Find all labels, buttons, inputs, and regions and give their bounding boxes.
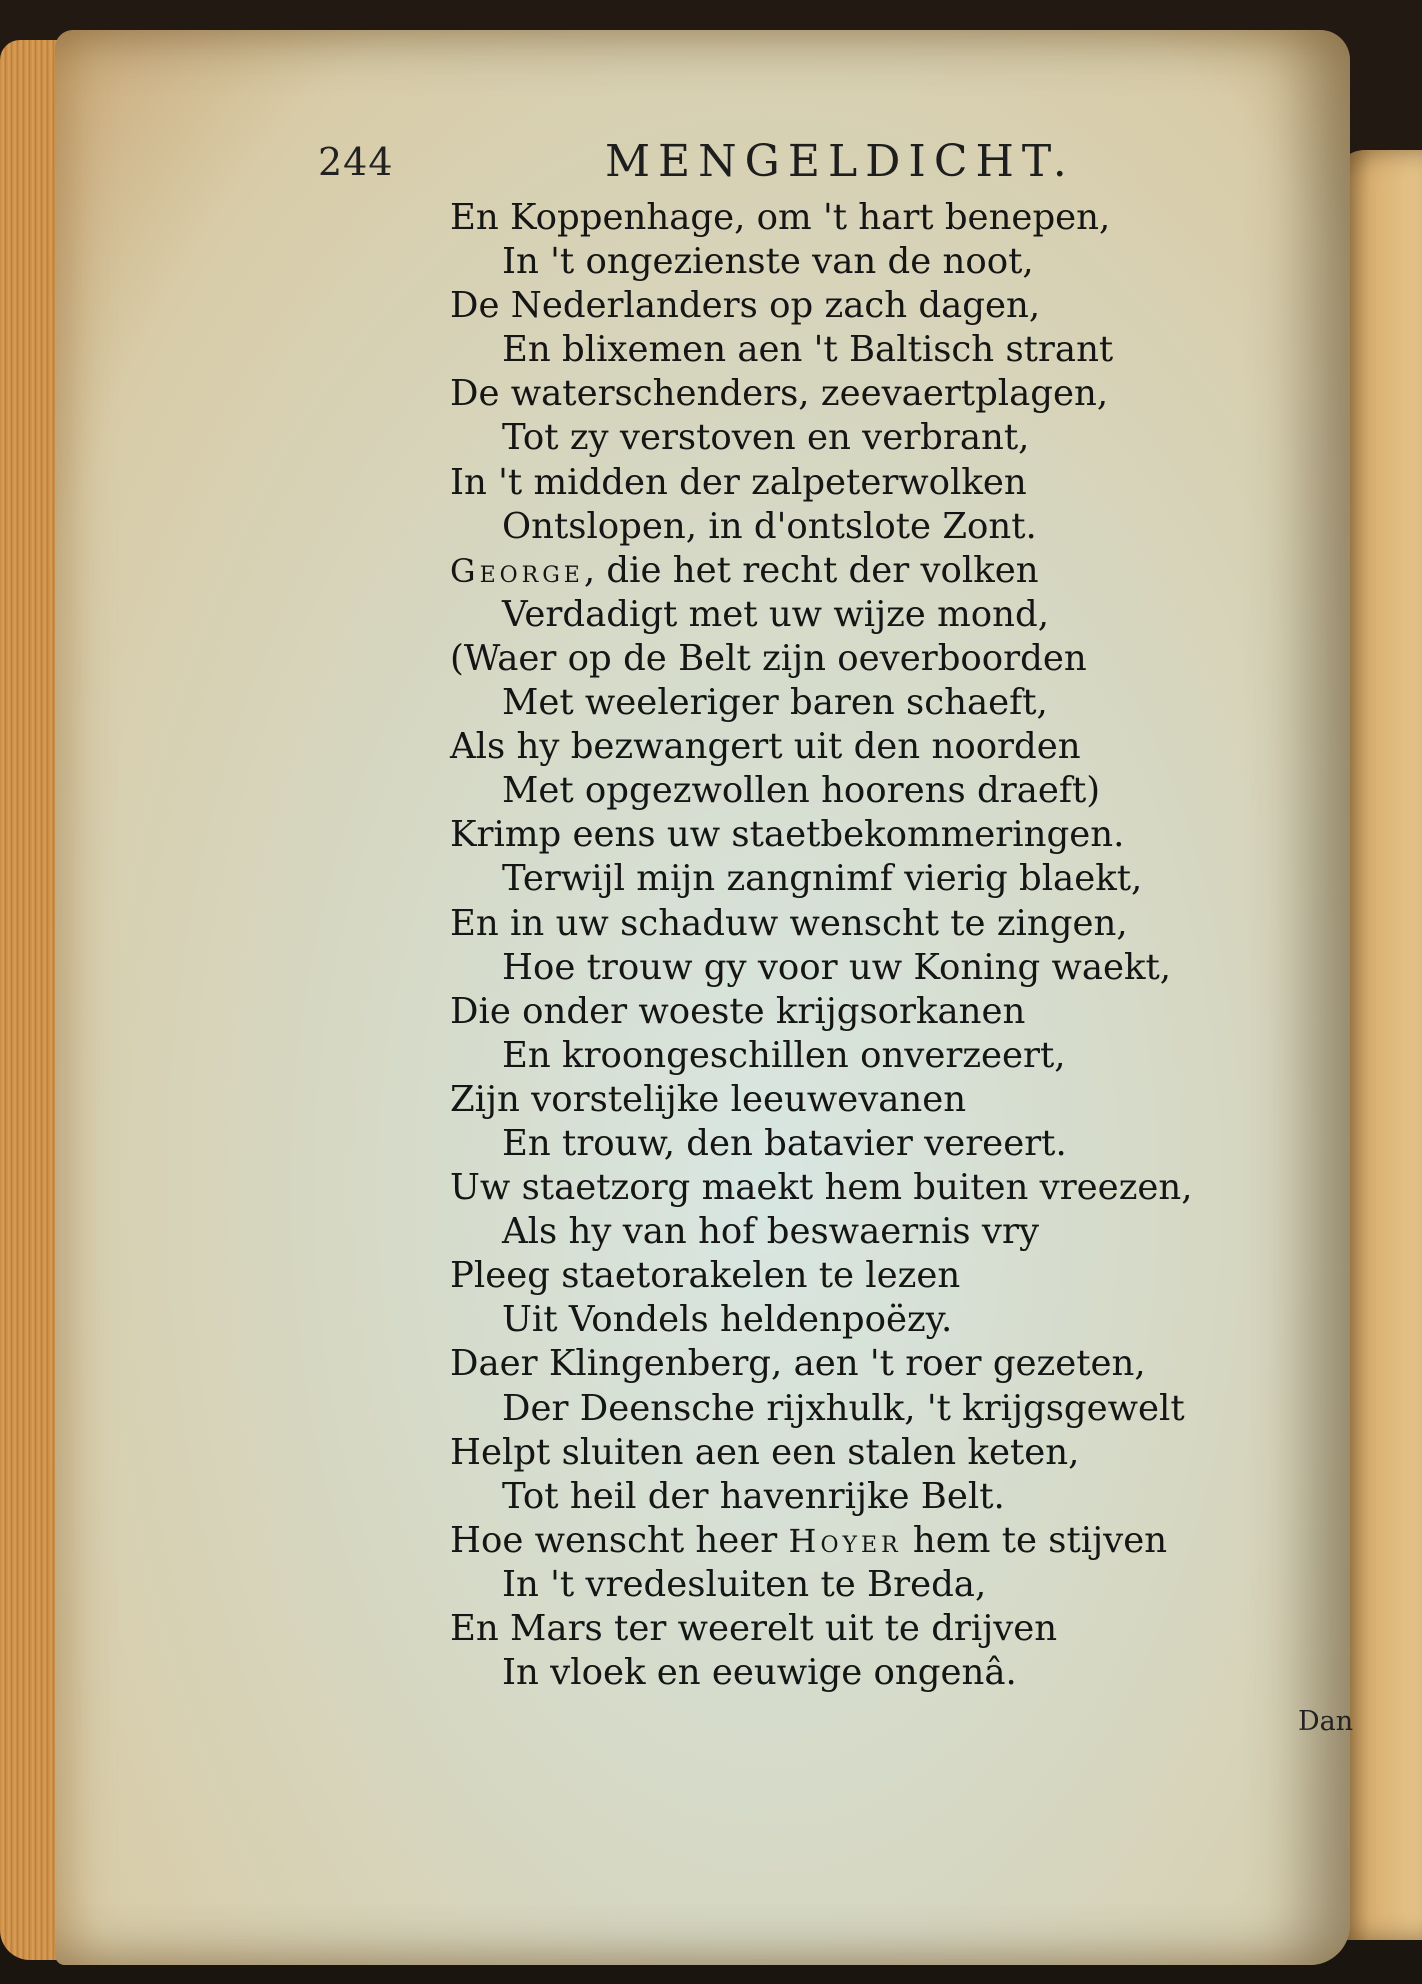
poem-line: In vloek en eeuwige ongenâ.	[502, 1652, 1017, 1694]
line-text: , die het recht der volken	[583, 549, 1039, 591]
poem-line: Met opgezwollen hoorens draeft)	[502, 770, 1101, 812]
poem-line: Met weeleriger baren schaeft,	[502, 682, 1048, 724]
poem-line: (Waer op de Belt zijn oeverboorden	[450, 637, 1087, 679]
poem-line	[450, 549, 1270, 593]
poem-line: En Koppenhage, om 't hart benepen,	[450, 197, 1111, 238]
poem-line: De waterschenders, zeevaertplagen,	[450, 373, 1109, 415]
poem-line: En blixemen aen 't Baltisch strant	[502, 329, 1114, 371]
small-caps-name: George	[450, 551, 584, 590]
poem-body	[450, 196, 1270, 1695]
poem-line: Zijn vorstelijke leeuwevanen	[450, 1078, 967, 1120]
poem-line: Daer Klingenberg, aen 't roer gezeten,	[450, 1343, 1146, 1385]
poem-line: Helpt sluiten aen een stalen keten,	[450, 1431, 1080, 1473]
poem-line: Der Deensche rijxhulk, 't krijgsgewelt	[502, 1387, 1185, 1429]
poem-line: En in uw schaduw wenscht te zingen,	[450, 902, 1128, 944]
poem-line: Terwijl mijn zangnimf vierig blaekt,	[502, 858, 1143, 900]
poem-line: Uw staetzorg maekt hem buiten vreezen,	[450, 1167, 1193, 1209]
poem-line: In 't midden der zalpeterwolken	[450, 461, 1027, 503]
line-text: hem te stijven	[901, 1519, 1168, 1561]
poem-line: Tot zy verstoven en verbrant,	[502, 417, 1030, 459]
line-text: Hoe wenscht heer	[450, 1519, 789, 1561]
poem-line: En trouw, den batavier vereert.	[502, 1122, 1067, 1164]
poem-line: Als hy bezwangert uit den noorden	[450, 726, 1081, 768]
poem-line: Pleeg staetorakelen te lezen	[450, 1255, 961, 1297]
poem-line: En kroongeschillen onverzeert,	[502, 1034, 1066, 1076]
poem-line: Verdadigt met uw wijze mond,	[502, 593, 1050, 635]
poem-line	[450, 1519, 1270, 1563]
poem-line: En Mars ter weerelt uit te drijven	[450, 1608, 1058, 1649]
poem-line: In 't vredesluiten te Breda,	[502, 1563, 987, 1605]
poem-line: Als hy van hof beswaernis vry	[502, 1211, 1040, 1253]
poem-line: Hoe trouw gy voor uw Koning waekt,	[502, 946, 1172, 988]
poem-line: Die onder woeste krijgsorkanen	[450, 990, 1026, 1032]
small-caps-name: Hoyer	[788, 1521, 902, 1560]
running-head: MENGELDICHT.	[605, 136, 1075, 187]
poem-line: Uit Vondels heldenpoëzy.	[502, 1299, 953, 1341]
page-number: 244	[318, 140, 394, 184]
poem-line: In 't ongezienste van de noot,	[502, 241, 1034, 283]
poem-line: Ontslopen, in d'ontslote Zont.	[502, 505, 1037, 547]
poem-line: De Nederlanders op zach dagen,	[450, 285, 1041, 327]
poem-line: Krimp eens uw staetbekommeringen.	[450, 814, 1125, 856]
catchword: Dan	[1298, 1706, 1354, 1737]
poem-line: Tot heil der havenrijke Belt.	[502, 1475, 1005, 1517]
